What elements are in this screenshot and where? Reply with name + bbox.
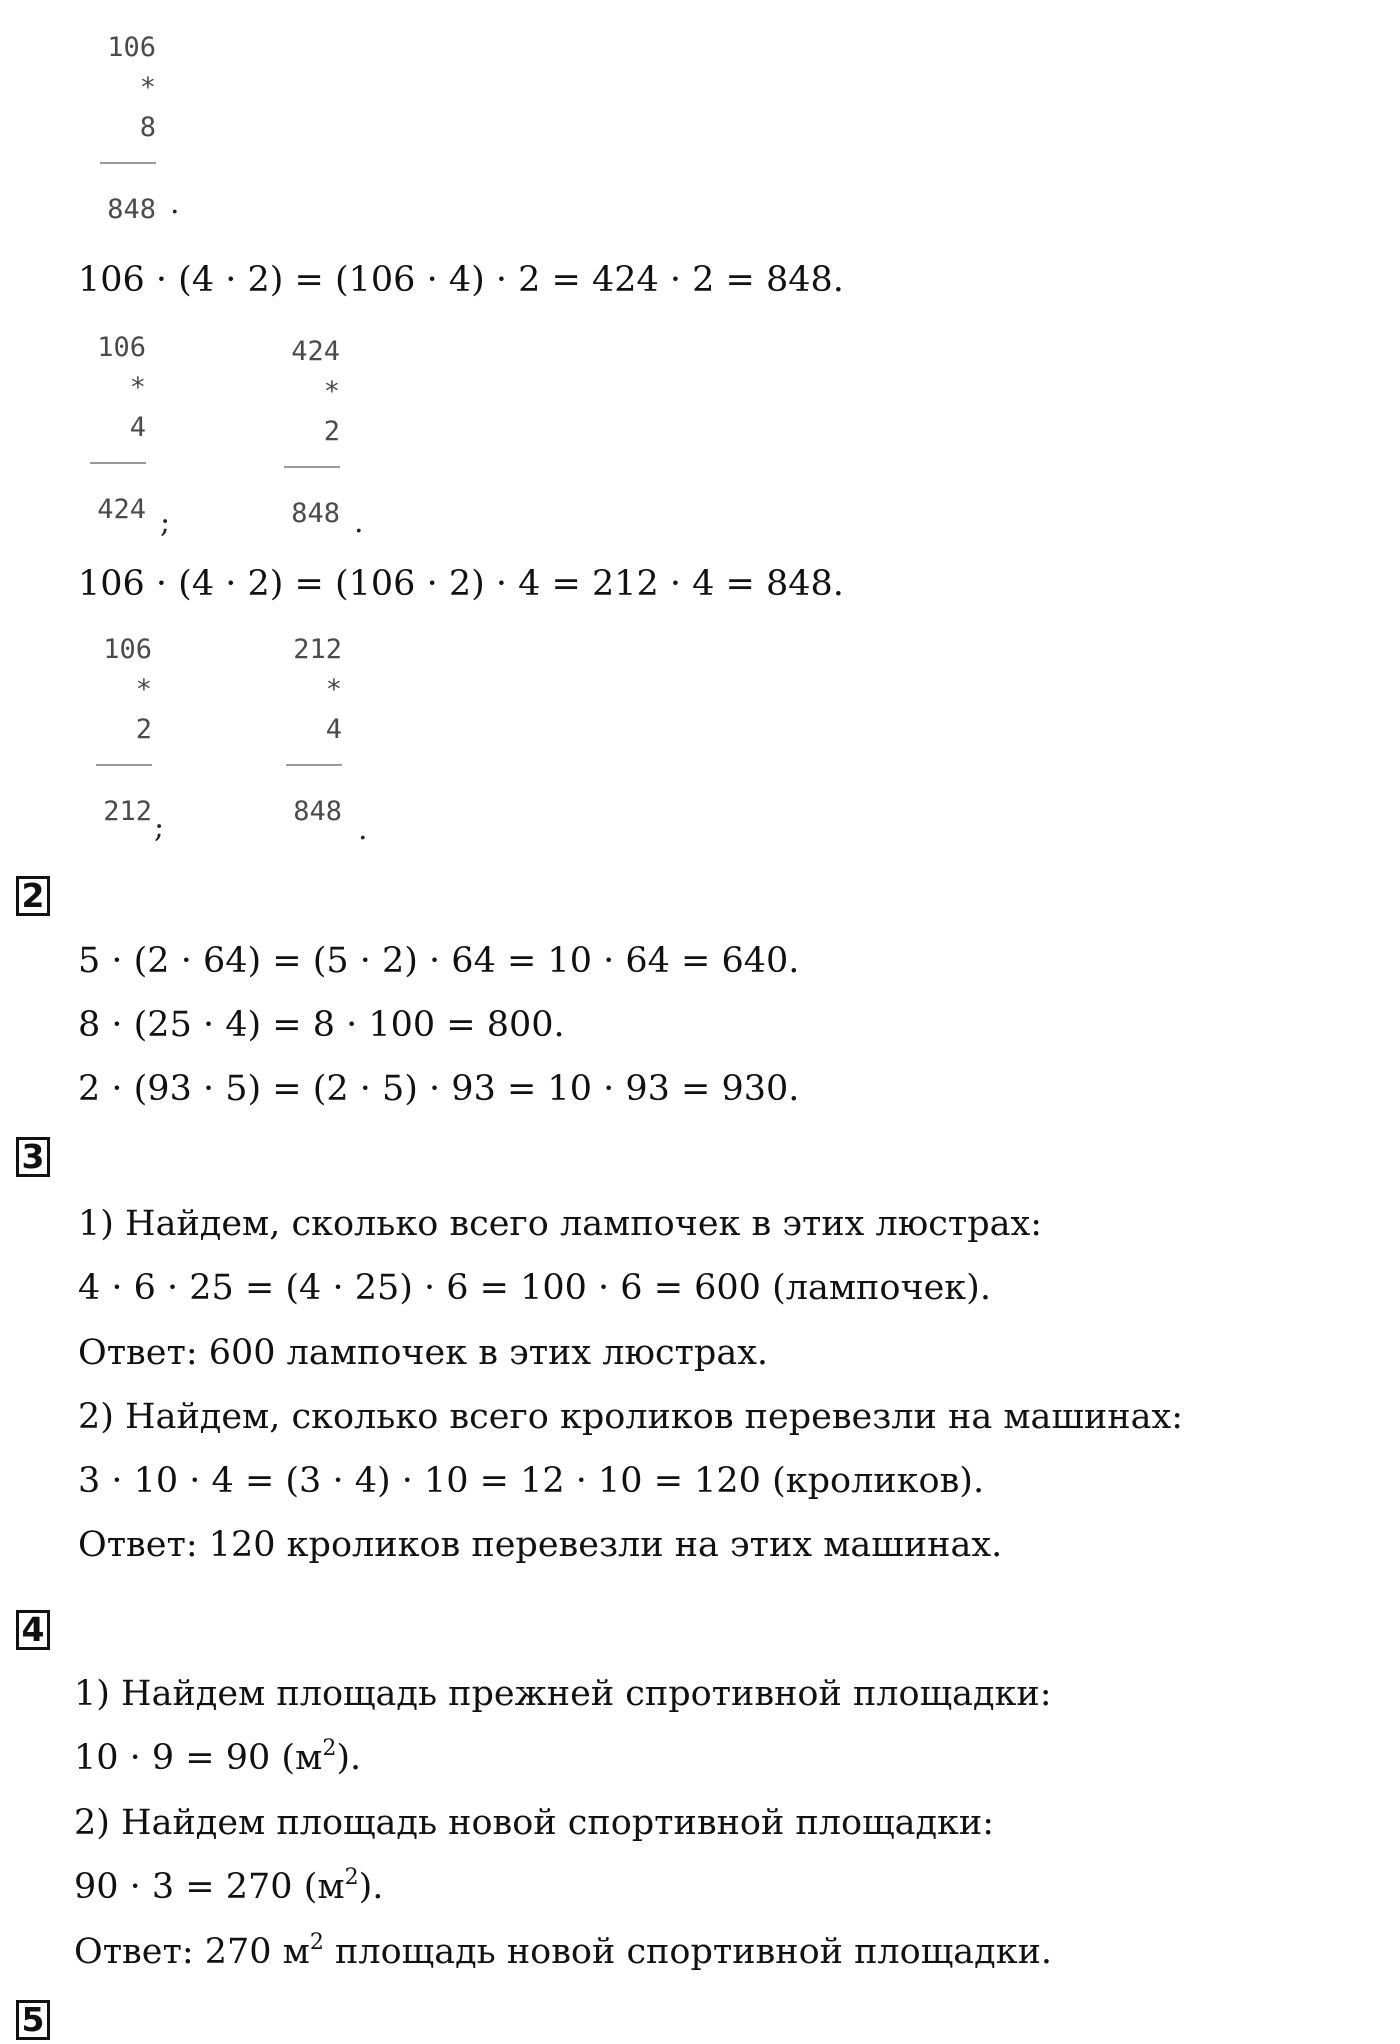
calc-text: 90 · 3 = 270 (м: [74, 1867, 345, 1907]
result: 212: [103, 796, 152, 827]
multiply-sign: *: [323, 376, 340, 407]
task-number-4: 4: [16, 1610, 50, 1650]
equation-line: 5 · (2 · 64) = (5 · 2) · 64 = 10 · 64 = 640.: [78, 941, 800, 981]
answer-text: Ответ: 270 м: [74, 1932, 310, 1972]
factor-1: 424: [291, 336, 340, 367]
text-line: 2) Найдем площадь новой спортивной площадки:: [74, 1803, 995, 1843]
result: 424: [97, 494, 146, 525]
exponent: 2: [322, 1736, 337, 1761]
calc-text: 10 · 9 = 90 (м: [74, 1738, 323, 1778]
equation-line: 3 · 10 · 4 = (3 · 4) · 10 = 12 · 10 = 120 (кроликов).: [78, 1461, 985, 1501]
result-line: [90, 462, 146, 464]
task-number-3: 3: [16, 1137, 50, 1177]
equation-line: [74, 1865, 384, 1907]
task-number-2: 2: [16, 876, 50, 916]
factor-1: 106: [103, 634, 152, 665]
exponent: 2: [309, 1930, 324, 1955]
column-multiplication: [86, 330, 146, 530]
end-punctuation: .: [354, 505, 364, 540]
equation-line: 4 · 6 · 25 = (4 · 25) · 6 = 100 · 6 = 600 (лампочек).: [78, 1268, 991, 1308]
column-multiplication: [96, 30, 156, 230]
multiply-sign: *: [139, 72, 156, 103]
equation-line: 106 · (4 · 2) = (106 · 2) · 4 = 212 · 4 = 848.: [78, 564, 844, 604]
answer-line: Ответ: 600 лампочек в этих люстрах.: [78, 1333, 769, 1373]
equation-line: 8 · (25 · 4) = 8 · 100 = 800.: [78, 1005, 565, 1045]
factor-1: 106: [107, 32, 156, 63]
calc-tail: ).: [358, 1867, 384, 1907]
equation-line: [74, 1736, 362, 1778]
equation-line: 106 · (4 · 2) = (106 · 4) · 2 = 424 · 2 = 848.: [78, 260, 844, 300]
end-punctuation: .: [358, 812, 368, 847]
text-line: 1) Найдем, сколько всего лампочек в этих люстрах:: [78, 1204, 1043, 1244]
column-multiplication: [282, 632, 342, 832]
text-line: 2) Найдем, сколько всего кроликов перевезли на машинах:: [78, 1397, 1184, 1437]
task-number-5: 5: [16, 2000, 50, 2040]
result-line: [284, 466, 340, 468]
answer-line: [74, 1930, 1053, 1972]
factor-2: 2: [135, 714, 152, 745]
factor-1: 212: [293, 634, 342, 665]
factor-2: 8: [139, 112, 156, 143]
result-line: [96, 764, 152, 766]
answer-tail: площадь новой спортивной площадки.: [323, 1932, 1053, 1972]
multiply-sign: *: [129, 372, 146, 403]
result-line: [100, 162, 156, 164]
factor-2: 4: [325, 714, 342, 745]
end-punctuation: ;: [154, 810, 165, 845]
equation-line: 2 · (93 · 5) = (2 · 5) · 93 = 10 · 93 = 930.: [78, 1069, 800, 1109]
result: 848: [107, 194, 156, 225]
exponent: 2: [344, 1865, 359, 1890]
factor-2: 2: [323, 416, 340, 447]
calc-tail: ).: [336, 1738, 362, 1778]
multiply-sign: *: [325, 674, 342, 705]
column-multiplication: [92, 632, 152, 832]
end-punctuation: .: [170, 186, 180, 221]
text-line: 1) Найдем площадь прежней спротивной площадки:: [74, 1674, 1052, 1714]
factor-2: 4: [129, 412, 146, 443]
multiply-sign: *: [135, 674, 152, 705]
result: 848: [293, 796, 342, 827]
answer-line: Ответ: 120 кроликов перевезли на этих машинах.: [78, 1525, 1003, 1565]
result-line: [286, 764, 342, 766]
end-punctuation: ;: [160, 505, 171, 540]
factor-1: 106: [97, 332, 146, 363]
column-multiplication: [280, 334, 340, 534]
result: 848: [291, 498, 340, 529]
